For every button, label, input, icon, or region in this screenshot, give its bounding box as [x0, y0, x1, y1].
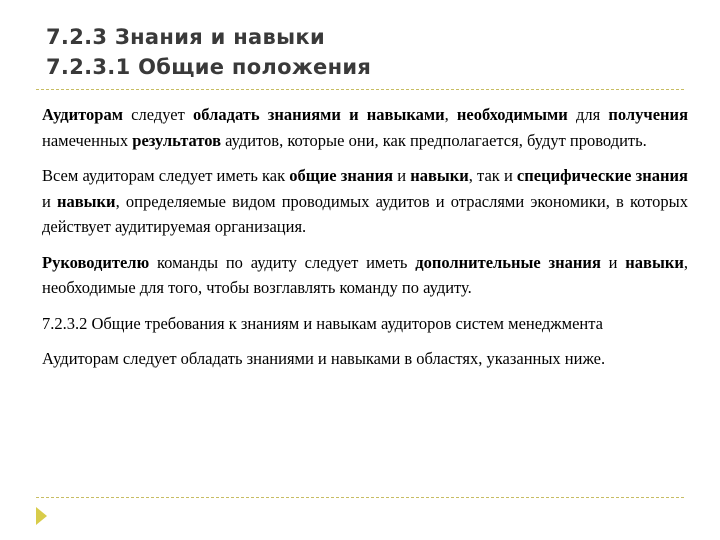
- bold-text-run: специфические знания: [516, 166, 688, 185]
- text-run: для: [567, 105, 609, 124]
- text-run: , так и: [468, 166, 517, 185]
- bold-text-run: обладать знаниями и навыками: [193, 105, 445, 124]
- bold-text-run: Руководителю: [42, 252, 150, 272]
- triangle-bullet-icon: [36, 507, 47, 525]
- bottom-divider: [36, 497, 684, 498]
- text-run: команды по аудиту следует иметь: [149, 252, 416, 272]
- paragraph-1: [42, 102, 688, 153]
- body-text: [42, 102, 688, 382]
- text-run: 7.2.3.2 Общие требования к знаниям и навыкам аудиторов систем менеджмента: [42, 313, 603, 333]
- paragraph-3: [42, 250, 688, 301]
- text-run: намеченных: [42, 130, 133, 150]
- text-run: и: [393, 166, 411, 185]
- bold-text-run: общие знания: [289, 166, 394, 185]
- bold-text-run: навыки: [410, 166, 469, 185]
- bold-text-run: необходимыми: [456, 105, 568, 124]
- bold-text-run: дополнительные знания: [415, 252, 601, 272]
- text-run: следует: [122, 105, 193, 124]
- title-line-1: 7.2.3 Знания и навыки: [46, 25, 325, 49]
- text-run: , необходимые для того, чтобы возглавлять команду по аудиту.: [42, 252, 688, 297]
- text-run: и: [42, 191, 57, 211]
- text-run: аудитов, которые они, как предполагается, будут проводить.: [221, 130, 647, 150]
- paragraph-2: [42, 163, 688, 240]
- bold-text-run: Аудиторам: [42, 105, 123, 124]
- bold-text-run: навыки: [57, 191, 116, 211]
- top-divider: [36, 89, 684, 90]
- text-run: Аудиторам следует обладать знаниями и навыками в областях, указанных ниже.: [42, 349, 606, 368]
- bold-text-run: навыки: [625, 252, 684, 272]
- text-run: Всем аудиторам следует иметь как: [42, 166, 290, 185]
- text-run: , определяемые видом проводимых аудитов и отраслями экономики, в которых действует аудитируемая организация.: [42, 191, 688, 236]
- slide-title: [46, 22, 371, 82]
- bold-text-run: получения: [608, 105, 688, 124]
- paragraph-5: [42, 346, 688, 372]
- text-run: и: [600, 252, 626, 272]
- title-line-2: 7.2.3.1 Общие положения: [46, 55, 372, 79]
- paragraph-4: [42, 311, 688, 337]
- text-run: ,: [444, 105, 457, 124]
- bold-text-run: результатов: [132, 130, 222, 150]
